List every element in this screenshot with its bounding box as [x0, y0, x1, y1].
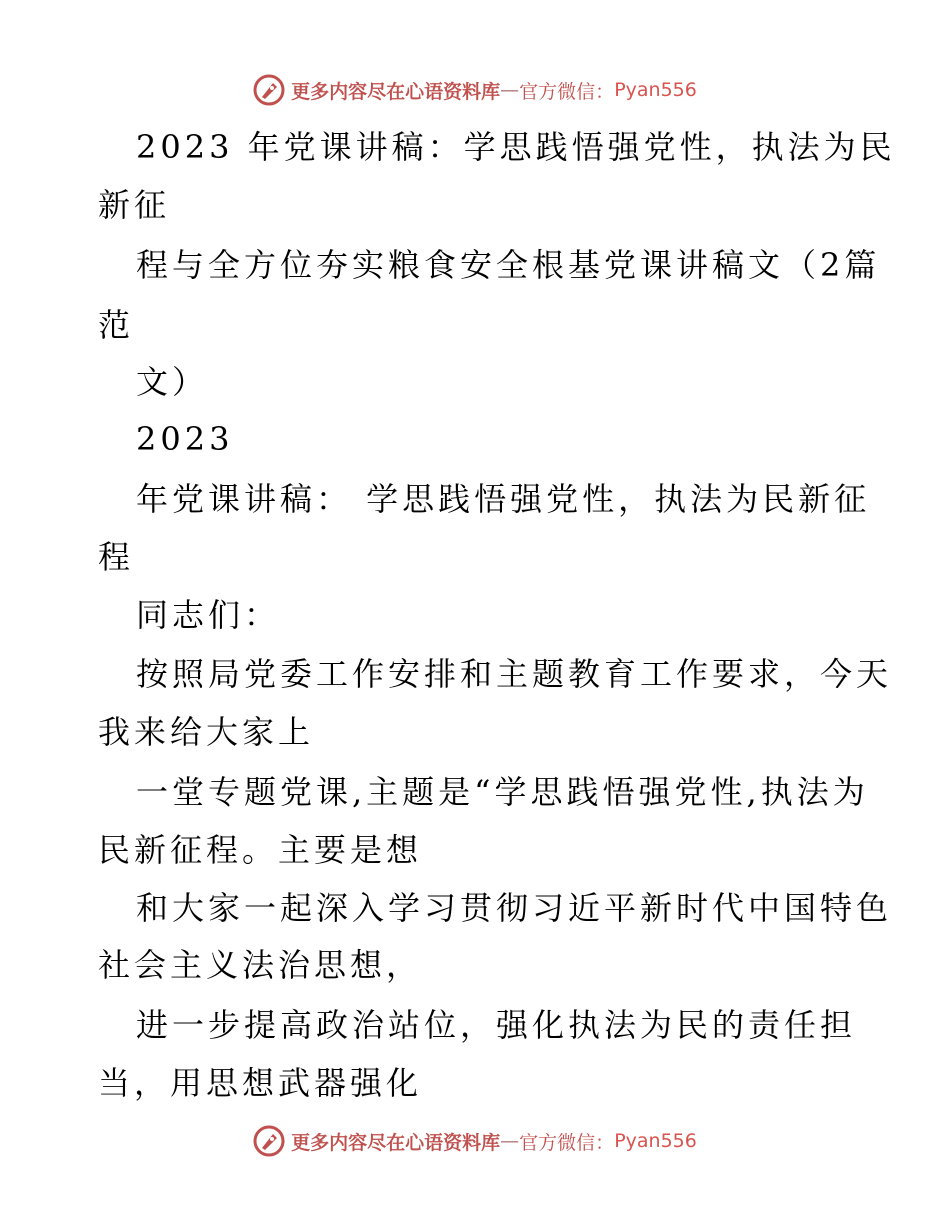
watermark-banner-bottom — [0, 1121, 950, 1161]
doc-line: 新征 — [98, 186, 171, 224]
watermark-account: Pyan556 — [614, 1130, 697, 1152]
pen-nib-logo-icon — [253, 1125, 285, 1157]
doc-line: 和大家一起深入学习贯彻习近平新时代中国特色 — [136, 889, 893, 927]
doc-line: 2023 — [136, 420, 234, 458]
watermark-wechat-label: 官方微信： — [519, 80, 615, 103]
doc-line: 年党课讲稿： 学思践悟强党性，执法为民新征 — [136, 480, 871, 518]
doc-line-salutation: 同志们： — [136, 596, 281, 634]
doc-line: 程 — [98, 538, 135, 576]
doc-line: 程与全方位夯实粮食安全根基党课讲稿文（2篇 — [136, 246, 881, 284]
watermark-account: Pyan556 — [614, 79, 697, 101]
watermark-brand-text: 更多内容尽在心语资料库 — [291, 1131, 501, 1154]
watermark-brand-text: 更多内容尽在心语资料库 — [291, 80, 501, 103]
pen-nib-logo-icon — [253, 74, 285, 106]
watermark-separator: — — [500, 79, 520, 101]
doc-line: 我来给大家上 — [98, 713, 315, 751]
watermark-wechat-label: 官方微信： — [519, 1131, 615, 1154]
watermark-separator: — — [500, 1130, 520, 1152]
watermark-banner-top — [0, 70, 950, 110]
doc-line: 按照局党委工作安排和主题教育工作要求，今天 — [136, 655, 893, 693]
doc-line: 范 — [98, 306, 135, 344]
doc-line: 一堂专题党课,主题是“学思践悟强党性,执法为 — [136, 773, 869, 811]
doc-line: 当，用思想武器强化 — [98, 1064, 423, 1102]
doc-line: 进一步提高政治站位，强化执法为民的责任担 — [136, 1006, 857, 1044]
doc-line: 文） — [136, 363, 209, 401]
doc-line: 社会主义法治思想， — [98, 946, 423, 984]
doc-line-title: 2023 年党课讲稿：学思践悟强党性，执法为民 — [136, 128, 896, 166]
doc-line: 民新征程。主要是想 — [98, 831, 423, 869]
